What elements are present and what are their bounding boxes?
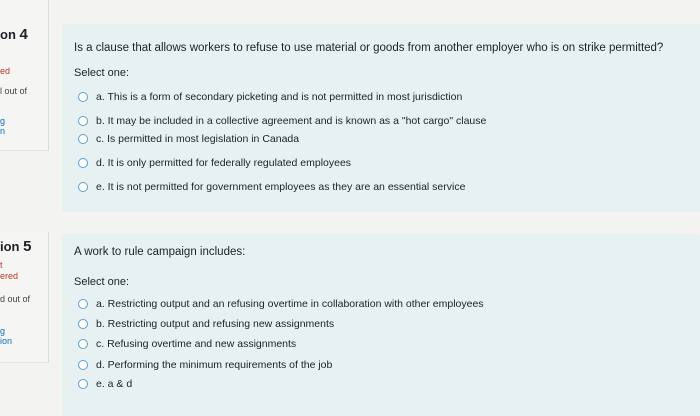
question-5-select-label: Select one: — [74, 276, 130, 288]
question-4-option-e[interactable]: e. It is not permitted for government employees as they are an essential service — [78, 179, 465, 195]
question-4-option-c[interactable]: c. Is permitted in most legislation in Canada — [78, 131, 299, 147]
radio-icon[interactable] — [78, 158, 88, 168]
question-4-option-b[interactable]: b. It may be included in a collective agreement and is known as a "hot cargo" clause — [78, 113, 486, 129]
question-4-number: on 4 — [0, 26, 28, 43]
question-4-grade: l out of — [0, 86, 28, 96]
question-5-option-c[interactable]: c. Refusing overtime and new assignments — [78, 336, 296, 352]
question-5-option-d[interactable]: d. Performing the minimum requirements of the job — [78, 357, 332, 373]
radio-icon[interactable] — [78, 134, 88, 144]
question-5-panel — [62, 234, 700, 416]
question-5-text: A work to rule campaign includes: — [74, 246, 246, 258]
question-4-info — [0, 0, 49, 151]
radio-icon[interactable] — [78, 92, 88, 102]
question-5-option-b[interactable]: b. Restricting output and refusing new assignments — [78, 316, 334, 332]
question-5-flag[interactable]: g ion — [0, 326, 13, 346]
radio-icon[interactable] — [78, 360, 88, 370]
radio-icon[interactable] — [78, 299, 88, 309]
question-4-option-a[interactable]: a. This is a form of secondary picketing and is not permitted in most jurisdiction — [78, 89, 462, 105]
question-4-state: ed — [0, 66, 11, 76]
question-4-option-d[interactable]: d. It is only permitted for federally regulated employees — [78, 155, 351, 171]
question-5-grade: d out of — [0, 294, 31, 304]
question-5-option-a[interactable]: a. Restricting output and an refusing overtime in collaboration with other employees — [78, 296, 484, 312]
question-4-select-label: Select one: — [74, 67, 130, 79]
question-4-panel — [62, 24, 700, 212]
radio-icon[interactable] — [78, 339, 88, 349]
radio-icon[interactable] — [78, 319, 88, 329]
radio-icon[interactable] — [78, 182, 88, 192]
radio-icon[interactable] — [78, 116, 88, 126]
question-5-number: ion 5 — [0, 238, 32, 255]
question-5-option-e[interactable]: e. a & d — [78, 376, 132, 392]
question-5-state: t ered — [0, 260, 19, 281]
question-4-text: Is a clause that allows workers to refuse to use material or goods from another employer who is on strike permitted? — [74, 42, 664, 54]
question-5-info — [0, 232, 49, 363]
radio-icon[interactable] — [78, 379, 88, 389]
question-4-flag[interactable]: g n — [0, 116, 6, 136]
